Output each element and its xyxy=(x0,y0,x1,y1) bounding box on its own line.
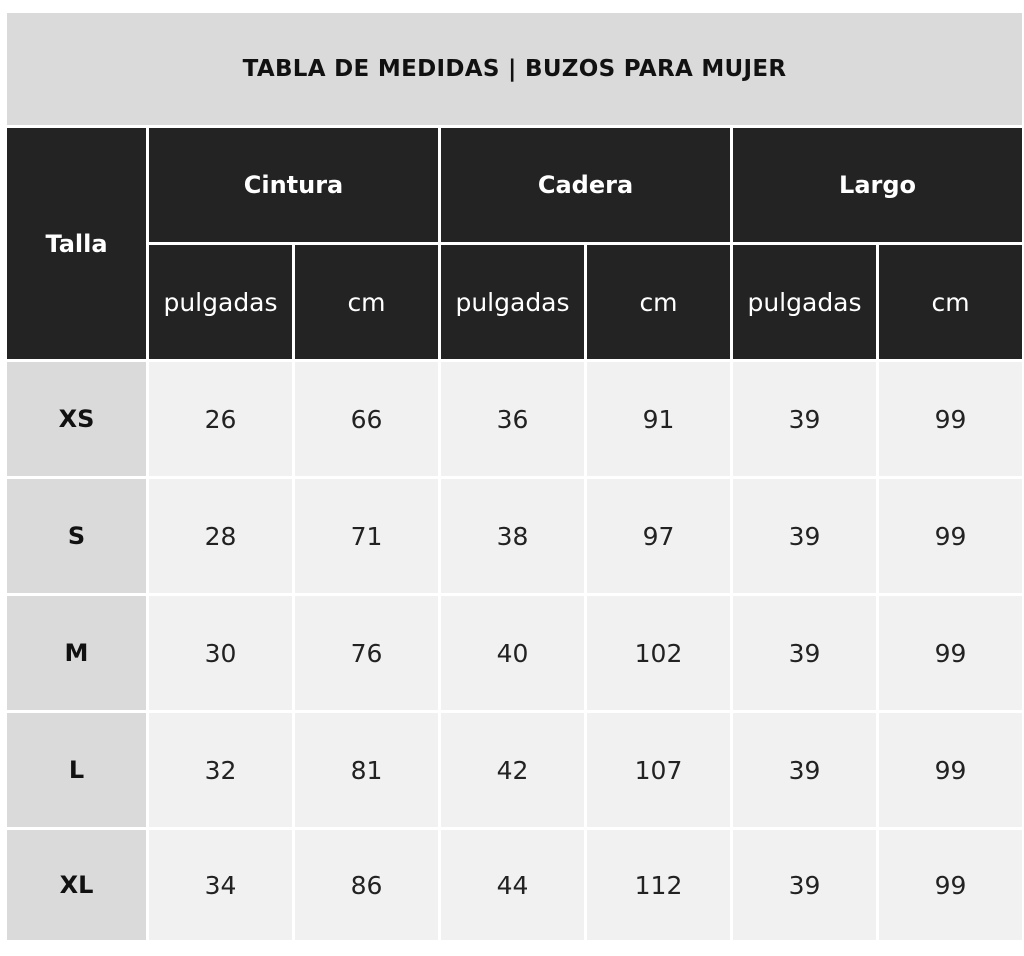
value-cell: 99 xyxy=(878,712,1024,829)
table-row xyxy=(6,829,1024,942)
table-row xyxy=(6,361,1024,478)
size-table xyxy=(4,10,1024,943)
value-cell: 102 xyxy=(586,595,732,712)
size-cell: XS xyxy=(6,361,148,478)
group-header-largo: Largo xyxy=(732,127,1024,244)
value-cell: 26 xyxy=(148,361,294,478)
value-cell: 28 xyxy=(148,478,294,595)
value-cell: 39 xyxy=(732,712,878,829)
title-row xyxy=(6,12,1024,127)
group-header-cintura: Cintura xyxy=(148,127,440,244)
unit-header-row xyxy=(6,244,1024,361)
value-cell: 30 xyxy=(148,595,294,712)
value-cell: 107 xyxy=(586,712,732,829)
size-cell: S xyxy=(6,478,148,595)
value-cell: 39 xyxy=(732,595,878,712)
value-cell: 40 xyxy=(440,595,586,712)
value-cell: 39 xyxy=(732,361,878,478)
size-cell: XL xyxy=(6,829,148,942)
value-cell: 86 xyxy=(294,829,440,942)
value-cell: 99 xyxy=(878,595,1024,712)
value-cell: 36 xyxy=(440,361,586,478)
value-cell: 71 xyxy=(294,478,440,595)
value-cell: 91 xyxy=(586,361,732,478)
value-cell: 32 xyxy=(148,712,294,829)
unit-header: cm xyxy=(878,244,1024,361)
value-cell: 97 xyxy=(586,478,732,595)
size-chart xyxy=(4,10,1022,943)
group-header-row xyxy=(6,127,1024,244)
value-cell: 42 xyxy=(440,712,586,829)
group-header-cadera: Cadera xyxy=(440,127,732,244)
value-cell: 99 xyxy=(878,829,1024,942)
size-cell: M xyxy=(6,595,148,712)
unit-header: pulgadas xyxy=(440,244,586,361)
unit-header: pulgadas xyxy=(732,244,878,361)
value-cell: 99 xyxy=(878,361,1024,478)
value-cell: 34 xyxy=(148,829,294,942)
unit-header: pulgadas xyxy=(148,244,294,361)
value-cell: 112 xyxy=(586,829,732,942)
size-column-header: Talla xyxy=(6,127,148,361)
value-cell: 81 xyxy=(294,712,440,829)
value-cell: 66 xyxy=(294,361,440,478)
value-cell: 39 xyxy=(732,829,878,942)
value-cell: 76 xyxy=(294,595,440,712)
value-cell: 44 xyxy=(440,829,586,942)
value-cell: 38 xyxy=(440,478,586,595)
table-row xyxy=(6,712,1024,829)
unit-header: cm xyxy=(294,244,440,361)
value-cell: 99 xyxy=(878,478,1024,595)
table-title: TABLA DE MEDIDAS | BUZOS PARA MUJER xyxy=(6,12,1024,127)
unit-header: cm xyxy=(586,244,732,361)
size-cell: L xyxy=(6,712,148,829)
table-row xyxy=(6,595,1024,712)
table-row xyxy=(6,478,1024,595)
value-cell: 39 xyxy=(732,478,878,595)
